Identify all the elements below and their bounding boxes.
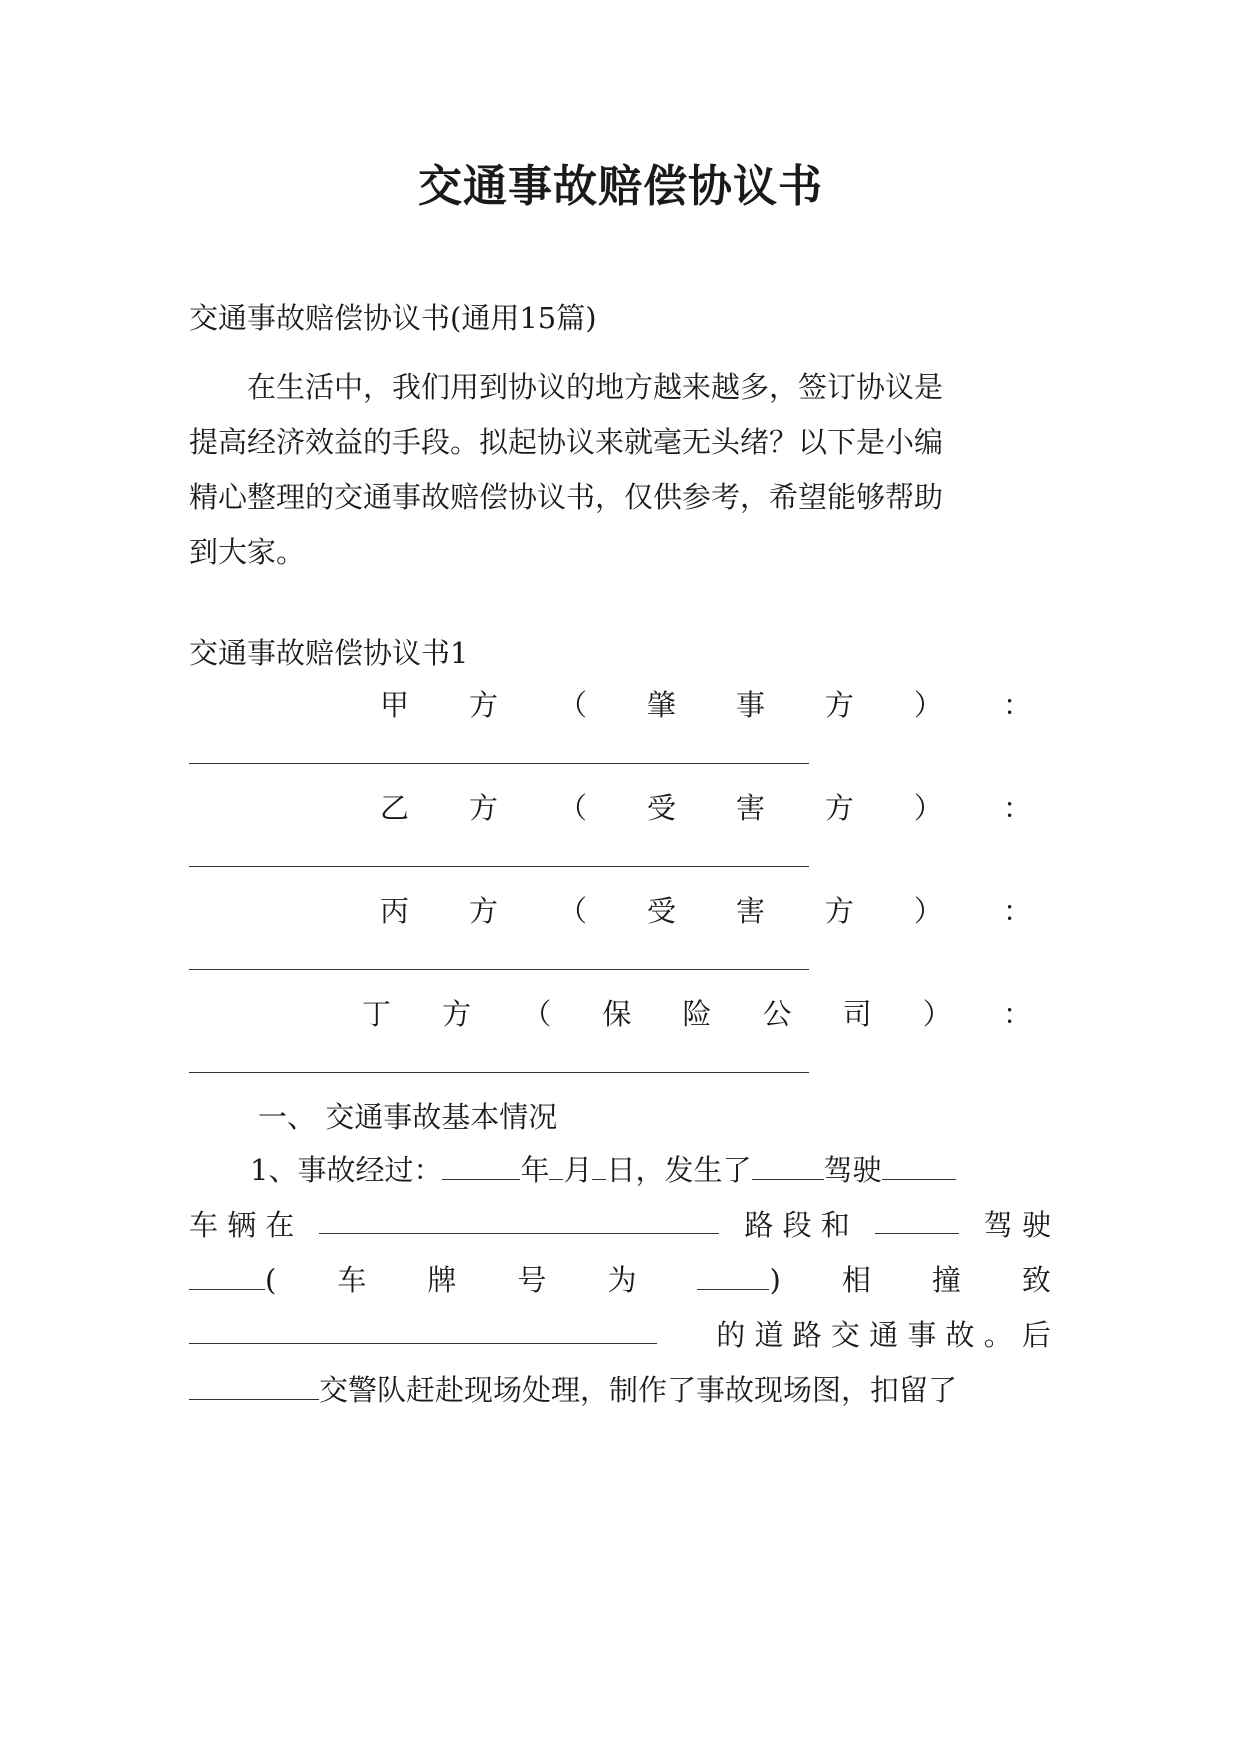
clause-heading: 一、 交通事故基本情况	[258, 1100, 558, 1134]
party-d-line: 丁 方 （ 保 险 公 司 ） ：	[362, 997, 1032, 1031]
clause-line-5: 交警队赶赴现场处理，制作了事故现场图，扣留了	[189, 1370, 1051, 1410]
party-c-fill-line	[189, 969, 809, 970]
party-a-fill-line	[189, 763, 809, 764]
intro-line-2: 提高经济效益的手段。拟起协议来就毫无头绪？以下是小编	[189, 425, 944, 459]
clause-line-1: 1、事故经过： 年 月 日，发生了 驾驶	[250, 1150, 1052, 1190]
clause-line-3: ( 车 牌 号 为 ) 相 撞 致	[189, 1260, 1051, 1300]
document-title: 交通事故赔偿协议书	[418, 161, 823, 212]
party-c-line: 丙 方 （ 受 害 方 ） ：	[380, 894, 1032, 928]
party-b-line: 乙 方 （ 受 害 方 ） ：	[380, 791, 1032, 825]
clause-line-2: 车 辆 在 路 段 和 驾 驶	[189, 1205, 1051, 1245]
section-heading: 交通事故赔偿协议书1	[189, 636, 469, 670]
intro-line-1: 在生活中，我们用到协议的地方越来越多，签订协议是	[247, 370, 944, 404]
party-a-line: 甲 方 （ 肇 事 方 ） ：	[380, 688, 1032, 722]
party-b-fill-line	[189, 866, 809, 867]
intro-line-3: 精心整理的交通事故赔偿协议书，仅供参考，希望能够帮助	[189, 480, 944, 514]
party-d-fill-line	[189, 1072, 809, 1073]
intro-line-4: 到大家。	[189, 535, 306, 569]
document-subtitle: 交通事故赔偿协议书(通用15篇)	[189, 301, 597, 335]
clause-line-4: 的 道 路 交 通 事 故 。 后	[189, 1315, 1051, 1355]
